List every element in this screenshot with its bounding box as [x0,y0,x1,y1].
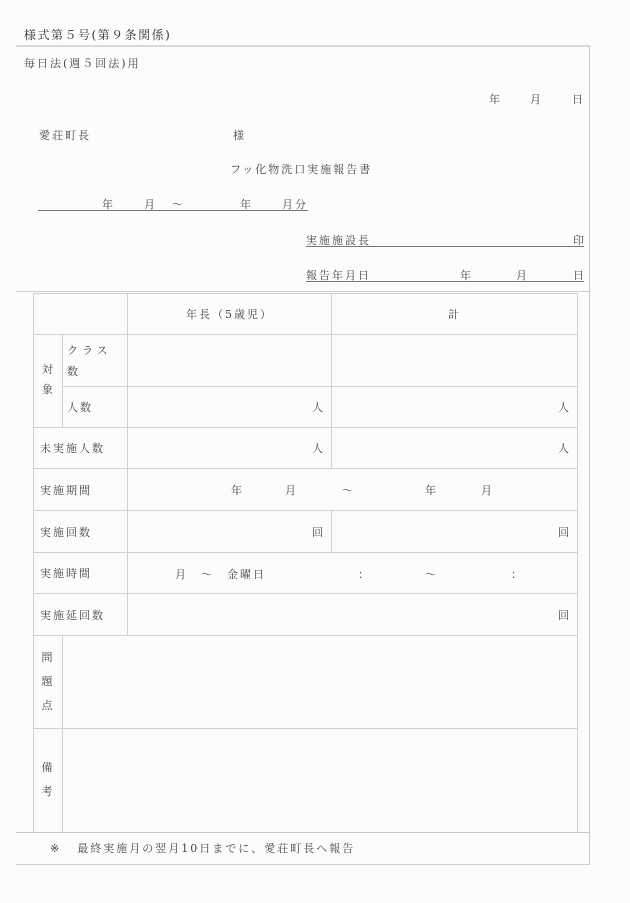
time-tilde: ～ [425,568,438,581]
times-unit: 回 [312,525,325,539]
total-count-label: 実施延回数 [34,594,128,636]
document-title: フッ化物洗口実施報告書 [230,163,373,176]
count-row [34,511,578,553]
time-input[interactable] [128,553,578,594]
report-date-year: 年 [460,269,473,282]
form-subtitle: 毎日法(週５回法)用 [24,57,141,70]
facility-head-label: 実施施設長 [306,234,371,247]
class-count-label: クラス数 [63,335,128,387]
problems-label: 問 題 点 [34,636,63,729]
header-empty-cell [34,294,128,335]
report-date-line[interactable] [306,267,584,282]
not-implemented-label: 未実施人数 [34,428,128,469]
period-tilde: ～ [342,484,355,497]
period-year1: 年 [102,198,115,211]
not-implemented-senior-input[interactable] [128,428,332,469]
person-unit: 人 [312,401,325,414]
times-unit: 回 [558,608,571,622]
addressee: 愛荘町長 [39,129,91,142]
class-count-senior-input[interactable] [128,335,332,387]
not-implemented-total-input[interactable] [332,428,578,469]
date-day-label: 日 [572,93,585,106]
target-group-label: 対象 [34,335,63,428]
class-count-total-input[interactable] [332,335,578,387]
date-month-label: 月 [530,93,543,106]
remarks-label: 備 考 [34,729,63,832]
problems-row [34,636,578,729]
time-colon1: ： [358,568,371,581]
facility-head-line[interactable] [306,232,584,247]
time-colon2: ： [511,568,524,581]
header-senior-class: 年長（5歳児） [128,294,332,335]
date-year-label: 年 [489,93,502,106]
person-unit: 人 [312,442,325,455]
person-count-row [34,387,578,428]
report-date-day: 日 [573,269,584,282]
report-date-month: 月 [516,269,529,282]
class-count-row [34,335,578,387]
footer-note [50,840,355,856]
reference-mark-icon: ※ [50,842,62,855]
period-input[interactable] [128,469,578,511]
period-label: 実施期間 [34,469,128,511]
problems-input[interactable] [63,636,578,729]
time-label: 実施時間 [34,553,128,594]
table-header-row [34,294,578,335]
form-number: 様式第５号(第９条関係) [24,28,172,42]
period-year1: 年 [231,484,244,497]
total-count-row [34,594,578,636]
count-total-input[interactable] [332,511,578,553]
honorific: 様 [233,129,246,142]
person-count-total-input[interactable] [332,387,578,428]
period-row [34,469,578,511]
not-implemented-row [34,428,578,469]
remarks-input[interactable] [63,729,578,832]
period-month1: 月 [144,198,157,211]
seal-label: 印 [573,234,584,247]
remarks-row [34,729,578,832]
person-count-senior-input[interactable] [128,387,332,428]
count-label: 実施回数 [34,511,128,553]
period-line[interactable] [38,196,308,211]
time-days: 月 ～ 金曜日 [175,568,266,581]
person-unit: 人 [558,401,571,414]
period-year2: 年 [425,484,438,497]
period-month2: 月分 [282,198,308,211]
times-unit: 回 [558,525,571,539]
report-date-label: 報告年月日 [306,269,371,282]
period-month1: 月 [285,484,298,497]
person-count-label: 人数 [63,387,128,428]
report-table [33,293,578,832]
period-tilde: ～ [172,198,185,211]
period-month2: 月 [481,484,494,497]
period-year2: 年 [240,198,253,211]
count-senior-input[interactable] [128,511,332,553]
person-unit: 人 [558,442,571,455]
header-total: 計 [332,294,578,335]
total-count-input[interactable] [128,594,578,636]
footer-note-text: 最終実施月の翌月10日までに、愛荘町長へ報告 [77,842,356,855]
time-row [34,553,578,594]
